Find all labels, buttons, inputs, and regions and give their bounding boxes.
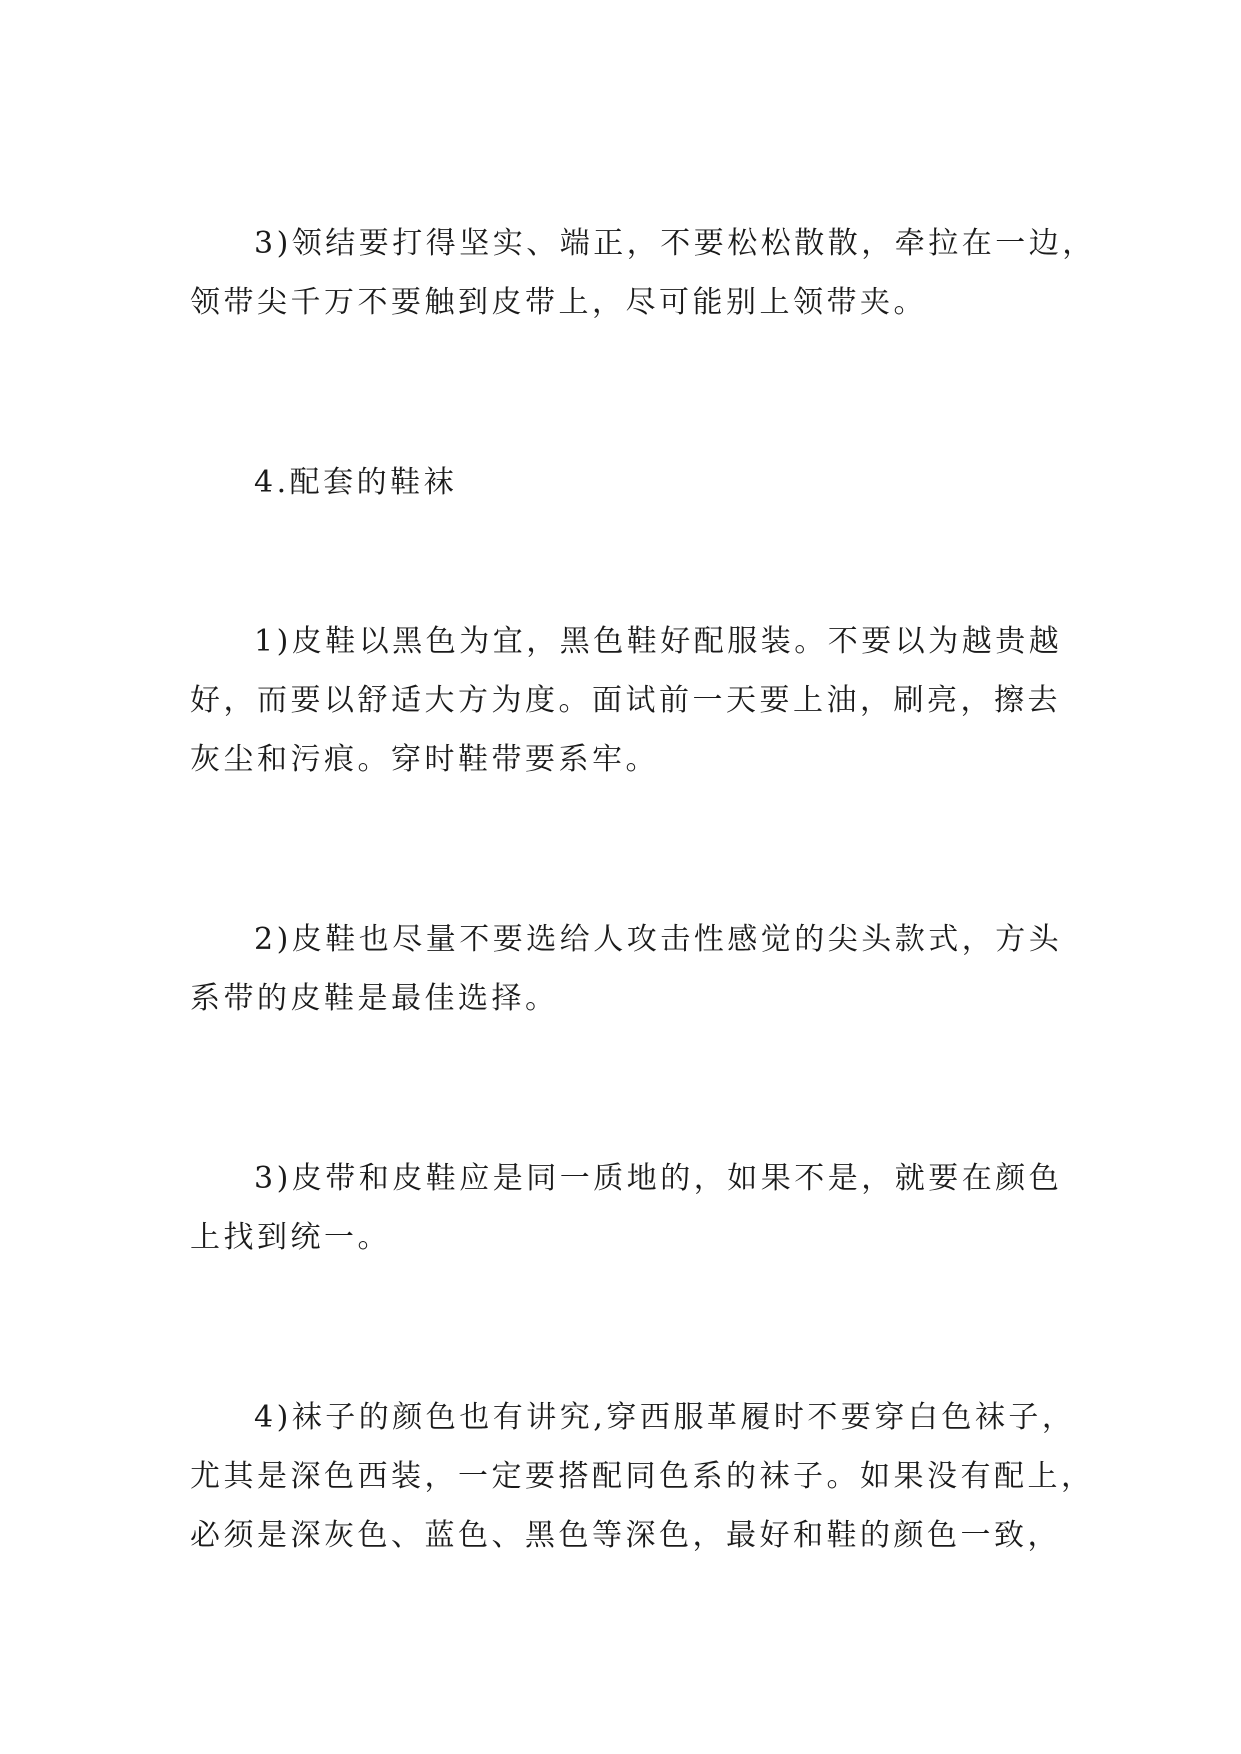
paragraph-socks — [190, 1388, 1095, 1565]
text-line: 1)皮鞋以黑色为宜，黑色鞋好配服装。不要以为越贵越 — [254, 624, 1063, 659]
text-line: 尤其是深色西装，一定要搭配同色系的袜子。如果没有配上， — [190, 1459, 1095, 1494]
text-line: 3)领结要打得坚实、端正，不要松松散散，牵拉在一边， — [254, 226, 1096, 261]
paragraph-shoe-style — [190, 910, 1063, 1028]
paragraph-shoe-color — [190, 612, 1063, 789]
paragraph-tie-knot — [190, 214, 1096, 332]
text-line: 3)皮带和皮鞋应是同一质地的，如果不是，就要在颜色 — [254, 1161, 1063, 1196]
text-line: 好，而要以舒适大方为度。面试前一天要上油，刷亮，擦去 — [190, 683, 1061, 718]
text-line: 领带尖千万不要触到皮带上，尽可能别上领带夹。 — [190, 285, 927, 320]
section-heading-shoes-socks — [190, 453, 1060, 512]
text-line: 4.配套的鞋袜 — [254, 465, 458, 500]
text-line: 灰尘和污痕。穿时鞋带要系牢。 — [190, 742, 659, 777]
text-line: 2)皮鞋也尽量不要选给人攻击性感觉的尖头款式，方头 — [254, 922, 1063, 957]
text-line: 系带的皮鞋是最佳选择。 — [190, 981, 559, 1016]
text-line: 4)袜子的颜色也有讲究,穿西服革履时不要穿白色袜子， — [254, 1400, 1076, 1435]
paragraph-belt-shoes — [190, 1149, 1063, 1267]
text-line: 上找到统一。 — [190, 1220, 391, 1255]
text-line: 必须是深灰色、蓝色、黑色等深色，最好和鞋的颜色一致， — [190, 1518, 1061, 1553]
